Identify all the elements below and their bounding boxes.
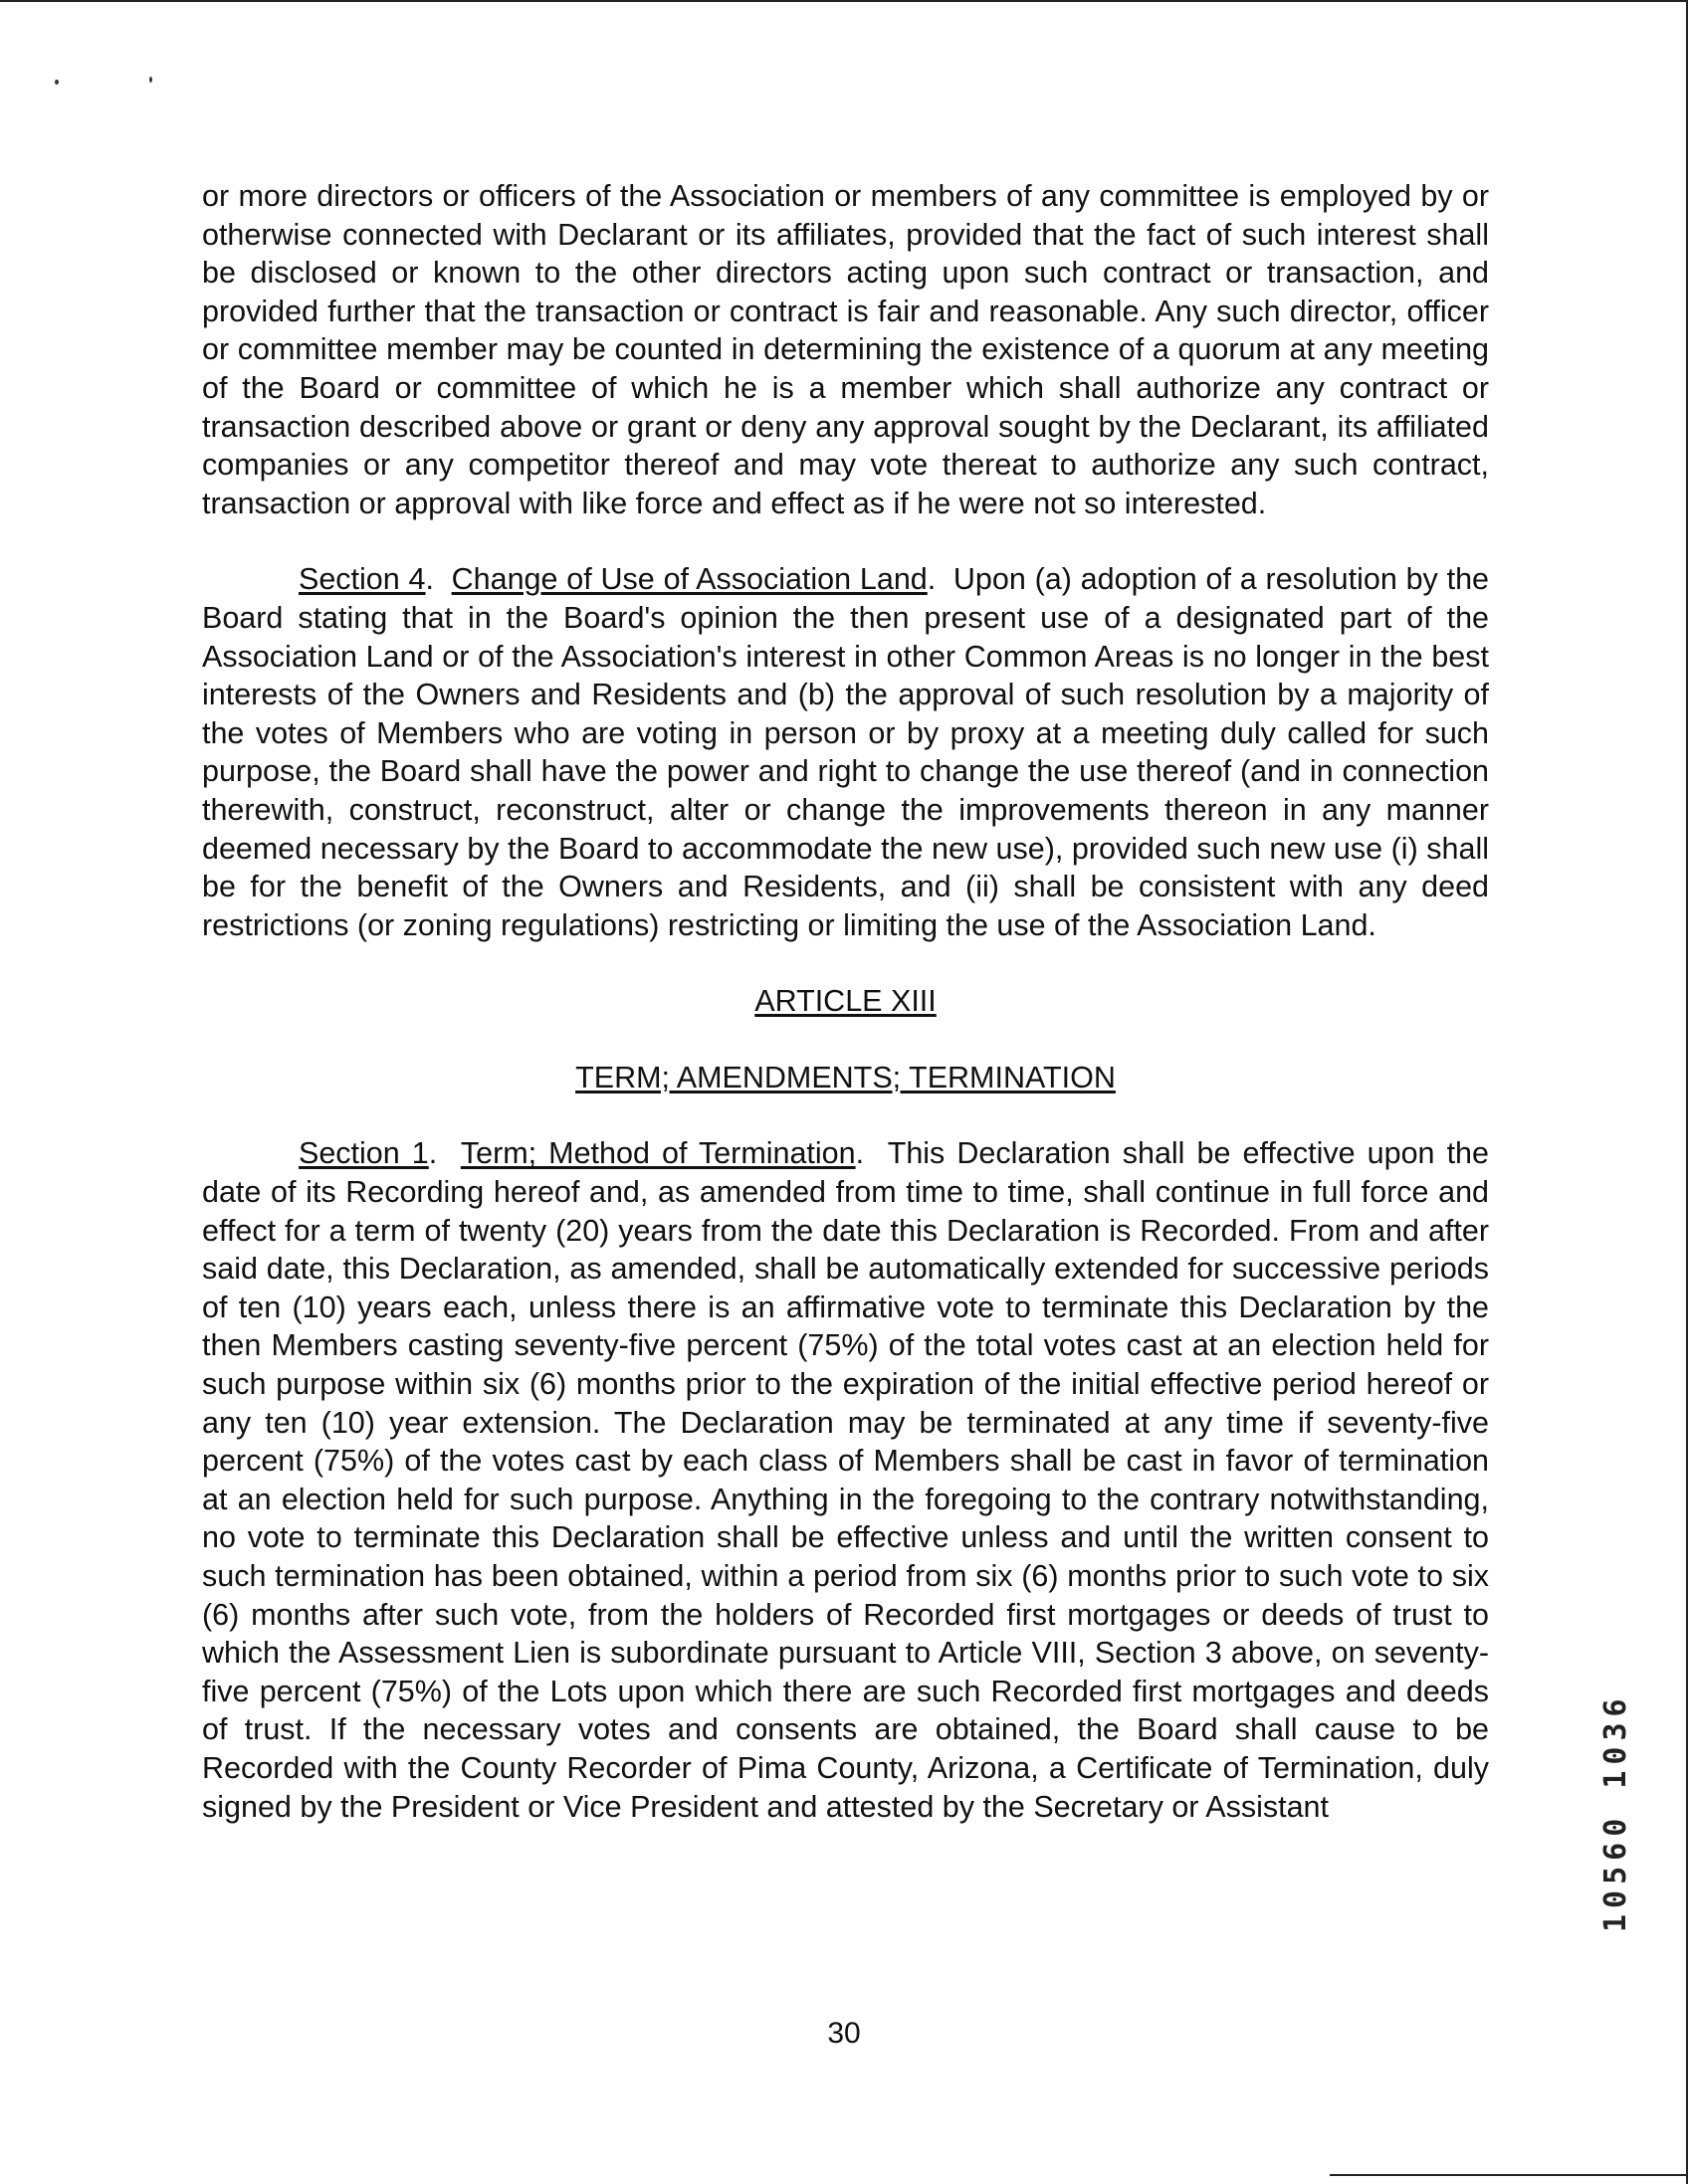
section-4-title: Change of Use of Association Land [451, 562, 928, 597]
section-4-label: Section 4 [299, 562, 426, 597]
article-heading [202, 982, 1489, 1021]
section-1-paragraph: Section 1. Term; Method of Termination. This Declaration shall be effective upon the date of its Recording hereof and, as amended from time to time, shall continue in full force and effect for a term of twenty (20) years from the date this Declaration is Recorded. From and after said date, this Declaration, as amended, shall be automatically extended for successive periods of ten (10) years each, unless there is an affirmative vote to terminate this Declaration by the then Members casting seventy-five percent (75%) of the total votes cast at an election held for such purpose within six (6) months prior to the expiration of the initial effective period hereof or any ten (10) year extension. The Declaration may be terminated at any time if seventy-five percent (75%) of the votes cast by each class of Members shall be cast in favor of termination at an election held for such purpose. Anything in the foregoing to the contrary notwithstanding, no vote to terminate this Declaration shall be effective unless and until the written consent to such termination has been obtained, within a period from six (6) months prior to such vote to six (6) months after such vote, from the holders of Recorded first mortgages or deeds of trust to which the Assessment Lien is subordinate pursuant to Article VIII, Section 3 above, on seventy-five percent (75%) of the Lots upon which there are such Recorded first mortgages and deeds of trust. If the necessary votes and consents are obtained, the Board shall cause to be Recorded with the County Recorder of Pima County, Arizona, a Certificate of Termination, duly signed by the President or Vice President and attested by the Secretary or Assistant [202, 1136, 1489, 1824]
scan-edge-bottom [1330, 2174, 1688, 2176]
document-body [202, 177, 1489, 1826]
scan-speck [149, 77, 152, 83]
scan-speck [55, 80, 59, 85]
page-number: 30 [827, 2017, 861, 2050]
margin-recording-stamp [1590, 1574, 1642, 1932]
article-title-heading [202, 1059, 1489, 1097]
section-4-body: Upon (a) adoption of a resolution by the Board stating that in the Board's opinion the then present use of a designated part of the Association Land or of the Association's interest in other Common Areas is no longer in the best interests of the Owners and Residents and (b) the approval of such resolution by a majority of the votes of Members who are voting in person or by proxy at a meeting duly called for such purpose, the Board shall have the power and right to change the use thereof (and in connection therewith, construct, reconstruct, alter or change the improvements thereon in any manner deemed necessary by the Board to accommodate the new use), provided such new use (i) shall be for the benefit of the Owners and Residents, and (ii) shall be consistent with any deed restrictions (or zoning regulations) restricting or limiting the use of the Association Land. [202, 562, 1490, 942]
stamp-text: 10560 1036 [1598, 1692, 1633, 1932]
scan-edge-top [0, 0, 1688, 2]
section-1-body: This Declaration shall be effective upon the date of its Recording hereof and, as amended from time to time, shall continue in full force and effect for a term of twenty (20) years from the date this Declaration is Recorded. From and after said date, this Declaration, as amended, shall be automatically extended for successive periods of ten (10) years each, unless there is an affirmative vote to terminate this Declaration by the then Members casting seventy-five percent (75%) of the total votes cast at an election held for such purpose within six (6) months prior to the expiration of the initial effective period hereof or any ten (10) year extension. The Declaration may be terminated at any time if seventy-five percent (75%) of the votes cast by each class of Members shall be cast in favor of termination at an election held for such purpose. Anything in the foregoing to the contrary notwithstanding, no vote to terminate this Declaration shall be effective unless and until the written consent to such termination has been obtained, within a period from six (6) months prior to such vote to six (6) months after such vote, from the holders of Recorded first mortgages or deeds of trust to which the Assessment Lien is subordinate pursuant to Article VIII, Section 3 above, on seventy-five percent (75%) of the Lots upon which there are such Recorded first mortgages and deeds of trust. If the necessary votes and consents are obtained, the Board shall cause to be Recorded with the County Recorder of Pima County, Arizona, a Certificate of Termination, duly signed by the President or Vice President and attested by the Secretary or Assistant [202, 1136, 1489, 1824]
continued-paragraph [202, 177, 1489, 522]
section-1-label: Section 1 [299, 1136, 429, 1171]
article-title: TERM; AMENDMENTS; TERMINATION [575, 1060, 1116, 1094]
section-4-paragraph: Section 4. Change of Use of Association Land. Upon (a) adoption of a resolution by the Board stating that in the Board's opinion the then present use of a designated part of the Association Land or of the Association's interest in other Common Areas is no longer in the best interests of the Owners and Residents and (b) the approval of such resolution by a majority of the votes of Members who are voting in person or by proxy at a meeting duly called for such purpose, the Board shall have the power and right to change the use thereof (and in connection therewith, construct, reconstruct, alter or change the improvements thereon in any manner deemed necessary by the Board to accommodate the new use), provided such new use (i) shall be for the benefit of the Owners and Residents, and (ii) shall be consistent with any deed restrictions (or zoning regulations) restricting or limiting the use of the Association Land. [202, 562, 1490, 942]
article-number: ARTICLE XIII [754, 984, 937, 1019]
paragraph-text: or more directors or officers of the Association or members of any committee is employed by or otherwise connected with Declarant or its affiliates, provided that the fact of such interest shall be disclosed or known to the other directors acting upon such contract or transaction, and provided further that the transaction or contract is fair and reasonable. Any such director, officer or committee member may be counted in determining the existence of a quorum at any meeting of the Board or committee of which he is a member which shall authorize any contract or transaction described above or grant or deny any approval sought by the Declarant, its affiliated companies or any competitor thereof and may vote thereat to authorize any such contract, transaction or approval with like force and effect as if he were not so interested. [202, 179, 1489, 520]
section-1-title: Term; Method of Termination [460, 1136, 856, 1171]
